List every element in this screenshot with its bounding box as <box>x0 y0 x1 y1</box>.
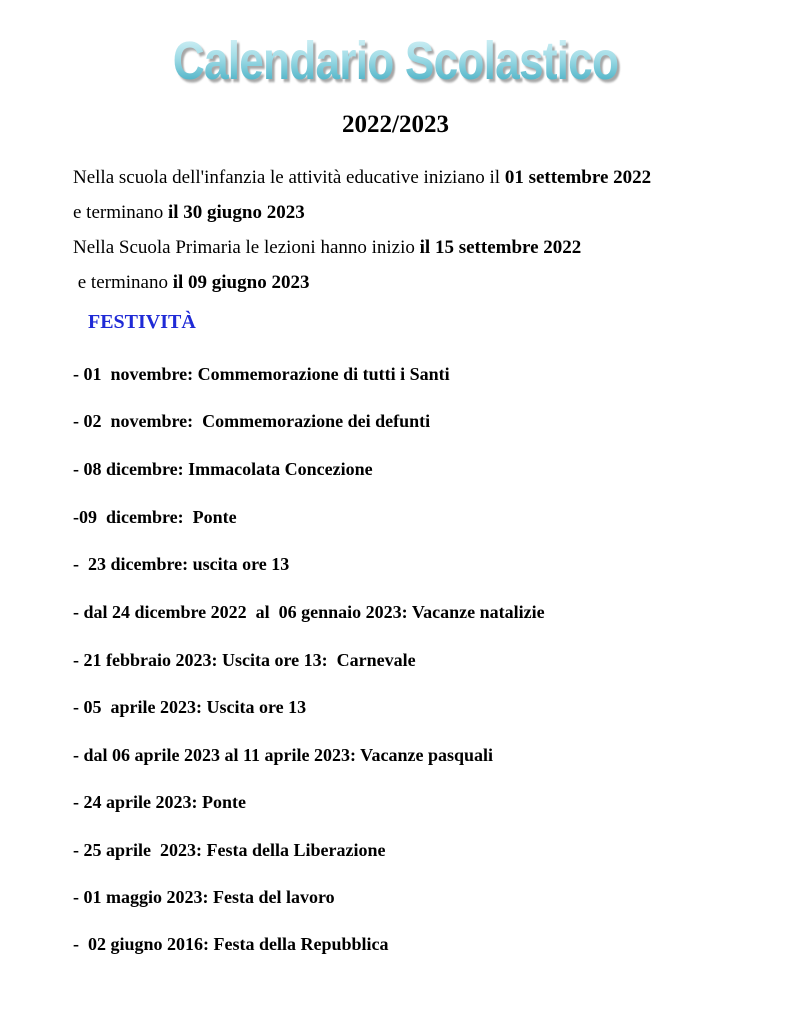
intro-line-2-bold: il 30 giugno 2023 <box>167 202 305 223</box>
holiday-item: - dal 24 dicembre 2022 al 06 gennaio 2023: Vacanze natalizie <box>73 602 545 622</box>
intro-line-3-bold: il 15 settembre 2022 <box>419 237 582 258</box>
holiday-item: - 05 aprile 2023: Uscita ore 13 <box>73 697 307 717</box>
intro-line-4 <box>73 273 309 292</box>
holiday-item: - 23 dicembre: uscita ore 13 <box>73 554 290 574</box>
school-year: 2022/2023 <box>342 111 449 138</box>
intro-line-4-text: e terminano <box>73 272 173 293</box>
holiday-item: - 01 maggio 2023: Festa del lavoro <box>73 887 335 907</box>
holiday-item: - dal 06 aprile 2023 al 11 aprile 2023: Vacanze pasquali <box>73 745 494 765</box>
intro-line-2-text: e terminano <box>73 202 168 223</box>
intro-line-1-bold: 01 settembre 2022 <box>504 167 652 188</box>
holiday-item: - 24 aprile 2023: Ponte <box>73 792 246 812</box>
intro-line-1-text: Nella scuola dell'infanzia le attività educative iniziano il <box>73 167 505 188</box>
intro-line-3 <box>73 238 581 257</box>
holiday-item: -09 dicembre: Ponte <box>73 507 237 527</box>
holiday-item: - 21 febbraio 2023: Uscita ore 13: Carnevale <box>73 650 416 670</box>
intro-line-4-bold: il 09 giugno 2023 <box>172 272 310 293</box>
intro-line-3-text: Nella Scuola Primaria le lezioni hanno inizio <box>73 237 420 258</box>
holiday-item: - 02 giugno 2016: Festa della Repubblica <box>73 934 389 954</box>
festivita-heading: FESTIVITÀ <box>88 311 196 333</box>
intro-line-2 <box>73 203 305 222</box>
holiday-item: - 25 aprile 2023: Festa della Liberazione <box>73 840 386 860</box>
page-title: Calendario Scolastico <box>71 34 720 88</box>
holiday-item: - 08 dicembre: Immacolata Concezione <box>73 459 373 479</box>
holiday-item: - 01 novembre: Commemorazione di tutti i Santi <box>73 364 450 384</box>
intro-line-1 <box>73 168 651 187</box>
holiday-item: - 02 novembre: Commemorazione dei defunti <box>73 411 431 431</box>
